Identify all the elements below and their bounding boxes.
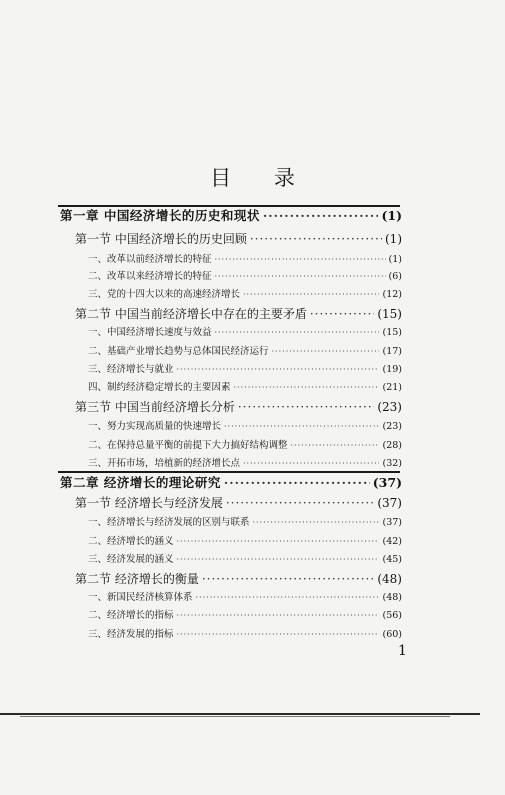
toc-item[interactable]	[88, 324, 402, 338]
toc-leader-dots	[224, 422, 379, 431]
toc-entry-text: 第一节 中国经济增长的历史回顾	[75, 232, 247, 246]
toc-entry-text: 第一章 中国经济增长的历史和现状	[60, 208, 260, 223]
toc-entry-page: (28)	[382, 440, 402, 451]
toc-entry-text: 二、经济增长的涵义	[88, 536, 174, 547]
toc-leader-dots	[177, 611, 380, 620]
toc-entry-text: 二、基础产业增长趋势与总体国民经济运行	[88, 346, 269, 357]
toc-entry-text: 二、在保持总量平衡的前提下大力搞好结构调整	[88, 440, 288, 451]
toc-item[interactable]	[88, 551, 402, 565]
toc-item[interactable]	[88, 455, 402, 469]
toc-entry-text: 第一节 经济增长与经济发展	[75, 496, 223, 510]
toc-entry-text: 第二章 经济增长的理论研究	[60, 475, 221, 490]
toc-entry-text: 三、党的十四大以来的高速经济增长	[88, 289, 241, 300]
toc-entry-text: 一、新国民经济核算体系	[88, 592, 193, 603]
toc-leader-dots	[215, 255, 386, 264]
toc-leader-dots	[234, 383, 380, 392]
toc-item[interactable]	[88, 514, 402, 528]
toc-leader-dots	[177, 537, 380, 546]
toc-leader-dots	[243, 459, 379, 468]
toc-item[interactable]	[88, 379, 402, 393]
toc-entry-page: (15)	[377, 307, 402, 321]
toc-entry-text: 三、开拓市场，培植新的经济增长点	[88, 458, 241, 469]
toc-section[interactable]	[75, 398, 402, 415]
toc-leader-dots	[226, 496, 375, 510]
toc-entry-page: (17)	[382, 346, 402, 357]
toc-item[interactable]	[88, 626, 402, 640]
toc-item[interactable]	[88, 361, 402, 375]
toc-item[interactable]	[88, 268, 402, 282]
toc-leader-dots	[263, 208, 379, 223]
toc-leader-dots	[224, 475, 370, 490]
toc-item[interactable]	[88, 589, 402, 603]
toc-entry-page: (1)	[381, 208, 402, 223]
toc-entry-page: (37)	[382, 517, 402, 528]
toc-item[interactable]	[88, 418, 402, 432]
toc-entry-text: 一、努力实现高质量的快速增长	[88, 421, 222, 432]
toc-entry-page: (23)	[377, 400, 402, 414]
toc-entry-page: (42)	[382, 536, 402, 547]
toc-entry-text: 三、经济发展的指标	[88, 629, 174, 640]
footer-rule	[0, 713, 480, 715]
toc-entry-text: 第二节 经济增长的衡量	[75, 572, 199, 586]
toc-section[interactable]	[75, 305, 402, 322]
toc-section[interactable]	[75, 570, 402, 587]
toc-entry-page: (37)	[372, 475, 402, 490]
toc-item[interactable]	[88, 343, 402, 357]
toc-chapter-2[interactable]	[60, 473, 402, 491]
toc-chapter-1[interactable]	[60, 206, 402, 224]
toc-entry-page: (6)	[388, 271, 402, 282]
toc-entry-text: 第三节 中国当前经济增长分析	[75, 400, 235, 414]
toc-leader-dots	[177, 365, 380, 374]
toc-section[interactable]	[75, 494, 402, 511]
toc-leader-dots	[272, 347, 380, 356]
toc-leader-dots	[196, 593, 380, 602]
toc-entry-page: (48)	[377, 572, 402, 586]
toc-entry-text: 一、经济增长与经济发展的区别与联系	[88, 517, 250, 528]
toc-entry-text: 三、经济增长与就业	[88, 364, 174, 375]
toc-entry-text: 一、中国经济增长速度与效益	[88, 327, 212, 338]
page-title: 目 录	[210, 166, 313, 190]
toc-item[interactable]	[88, 286, 402, 300]
toc-entry-text: 三、经济发展的涵义	[88, 554, 174, 565]
toc-leader-dots	[177, 630, 380, 639]
toc-entry-page: (48)	[382, 592, 402, 603]
toc-entry-page: (45)	[382, 554, 402, 565]
toc-item[interactable]	[88, 251, 402, 265]
toc-leader-dots	[250, 232, 382, 246]
toc-entry-page: (1)	[388, 254, 402, 265]
page-number: 1	[398, 643, 407, 659]
toc-entry-page: (23)	[382, 421, 402, 432]
toc-item[interactable]	[88, 607, 402, 621]
toc-leader-dots	[238, 400, 375, 414]
toc-entry-text: 四、制约经济稳定增长的主要因素	[88, 382, 231, 393]
toc-item[interactable]	[88, 437, 402, 451]
toc-entry-page: (19)	[382, 364, 402, 375]
toc-leader-dots	[177, 555, 380, 564]
toc-entry-page: (32)	[382, 458, 402, 469]
toc-entry-page: (15)	[382, 327, 402, 338]
toc-leader-dots	[310, 307, 375, 321]
toc-leader-dots	[291, 441, 380, 450]
toc-entry-text: 一、改革以前经济增长的特征	[88, 254, 212, 265]
toc-leader-dots	[215, 272, 386, 281]
toc-entry-page: (21)	[382, 382, 402, 393]
toc-leader-dots	[253, 518, 380, 527]
toc-entry-page: (12)	[382, 289, 402, 300]
toc-entry-page: (60)	[382, 629, 402, 640]
toc-leader-dots	[202, 572, 375, 586]
toc-entry-page: (1)	[385, 232, 402, 246]
toc-item[interactable]	[88, 533, 402, 547]
toc-leader-dots	[243, 290, 379, 299]
toc-section[interactable]	[75, 230, 402, 247]
toc-entry-text: 二、经济增长的指标	[88, 610, 174, 621]
toc-entry-text: 第二节 中国当前经济增长中存在的主要矛盾	[75, 307, 307, 321]
toc-entry-page: (56)	[382, 610, 402, 621]
toc-entry-text: 二、改革以来经济增长的特征	[88, 271, 212, 282]
toc-entry-page: (37)	[377, 496, 402, 510]
footer-rule-secondary	[20, 716, 450, 717]
toc-leader-dots	[215, 328, 380, 337]
